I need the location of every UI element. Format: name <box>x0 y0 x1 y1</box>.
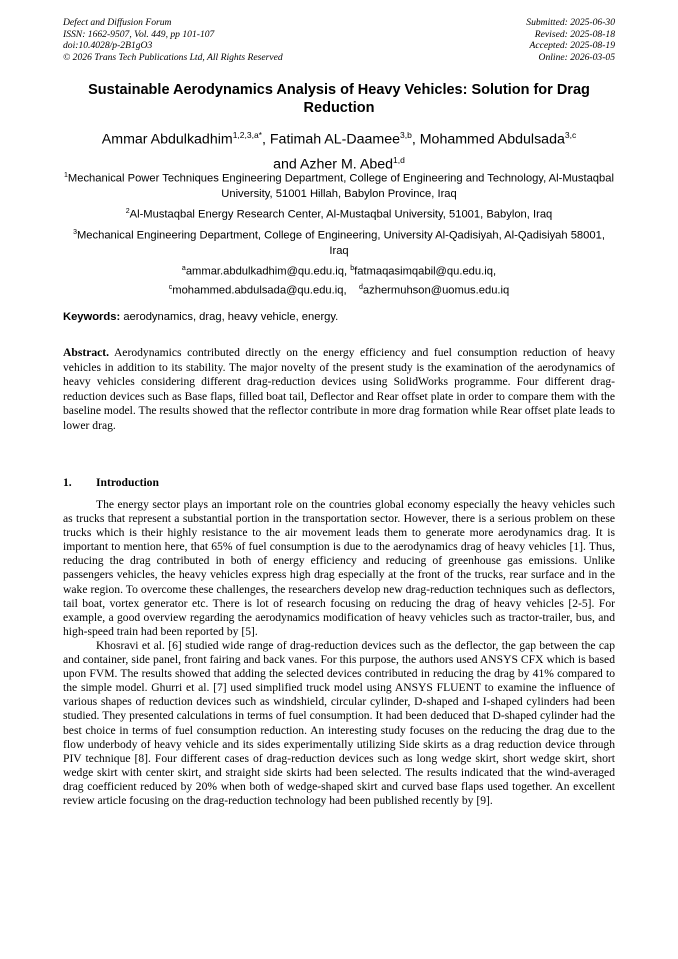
section-title: Introduction <box>96 476 159 489</box>
author-name: and Azher M. Abed <box>273 156 394 173</box>
affiliation-marker: 3 <box>73 229 77 236</box>
email-marker: d <box>359 284 363 292</box>
email-marker: b <box>350 265 355 272</box>
paragraph: Khosravi et al. [6] studied wide range of drag-reduction devices such as the deflector, the gap between the cap and container, side panel, front fairing and back vanes. For this purpose, the authors used ANSYS CFX which is based upon FVM. The results showed that adding the selected devices contributed in reducing the drag by 41% compared to the simple model. Ghurri et al. [7] used simplified truck model using ANSYS FLUENT to examine the influence of various shapes of reduction devices such as windshield, circular cylinder, D-shaped and I-shaped cylinders had been studied. They presented calculations in terms of fuel consumption. It had been deduced that D-shaped cylinder had the best choice in terms of fuel consumption reduction. An interesting study focuses on the reducing the drag due to the flow underbody of heavy vehicle and its sides experimentally utilizing Side skirts as a drag reduction device through PIV technique [8]. Four different cases of drag-reduction devices such as long wedge skirt, short wedge skirt, short wedge skirt with center skirt, and straight side skirts had been selected. The results indicated that the wind-averaged drag coefficient reduced by 20% when both of wedge-shaped skirt and curved base flaps used together. An excellent review article focusing on the drag-reduction technology had been published recently by [9]. <box>63 638 615 807</box>
email-address[interactable]: fatmaqasimqabil@qu.edu.iq, <box>354 265 497 278</box>
author-affiliation-marker: 1,2,3,a* <box>232 130 262 140</box>
dates-info <box>526 17 615 63</box>
affiliation-text: Mechanical Engineering Department, College of Engineering, University Al-Qadisiyah, Al-Qadisiyah 58001, Iraq <box>76 229 605 258</box>
affiliation-text: Mechanical Power Techniques Engineering Department, College of Engineering and Technology, Al-Mustaqbal University, 51001 Hillah, Babylon Province, Iraq <box>67 172 614 201</box>
abstract <box>63 346 615 434</box>
online-date: Online: 2026-03-05 <box>538 51 615 63</box>
abstract-label: Abstract. <box>63 346 110 359</box>
section-number: 1. <box>63 476 72 489</box>
affiliation-2 <box>63 204 615 223</box>
affiliation-marker: 2 <box>125 208 130 215</box>
copyright: © 2026 Trans Tech Publications Ltd, All Rights Reserved <box>63 51 283 63</box>
journal-info <box>63 17 283 63</box>
keywords-text: aerodynamics, drag, heavy vehicle, energy. <box>123 311 339 323</box>
section-heading <box>63 476 159 490</box>
issn: ISSN: 1662-9507, Vol. 449, pp 101-107 <box>63 28 215 40</box>
author-affiliation-marker: 3,b <box>400 130 412 140</box>
accepted-date: Accepted: 2025-08-19 <box>529 40 615 52</box>
author-affiliation-marker: 1,d <box>393 154 405 165</box>
affiliation-text: Al-Mustaqbal Energy Research Center, Al-Mustaqbal University, 51001, Babylon, Iraq <box>129 208 553 221</box>
paper-title: Sustainable Aerodynamics Analysis of Heavy Vehicles: Solution for Drag Reduction <box>88 82 590 116</box>
email-marker: a <box>181 265 186 272</box>
paragraph: The energy sector plays an important role on the countries global economy especially the heavy vehicles such as trucks that represent a substantial portion in the transportation sector. However, there is a serious problem on these trucks which is their highly resistance to the air movement leads them to generate more aerodynamics drag. It is important to mention here, that 65% of fuel consumption is due to the aerodynamics drag of heavy vehicles [1]. Thus, reducing the drag contributed in both of energy efficiency and reducing of greenhouse gas emissions. Unlike passengers vehicles, the heavy vehicles express high drag especially at the front of the trucks, rear surface and in the wake region. To overcome these challenges, the researchers develop new drag-reduction techniques such as deflectors, tail boat, vortex generator etc. There is lot of research focusing on reducing the drag of heavy vehicles [2-5]. For example, a good overview regarding the aerodynamics modification of heavy vehicles such as tractor-trailer, bus, and high-speed train had been reported by [5]. <box>63 498 615 638</box>
email-address[interactable]: mohammed.abdulsada@qu.edu.iq, <box>172 284 347 297</box>
section-body <box>63 498 615 808</box>
email-marker: c <box>168 284 173 292</box>
author-name: Ammar Abdulkadhim <box>101 131 233 148</box>
author-affiliation-marker: 3,c <box>564 130 577 140</box>
author-name: Mohammed Abdulsada <box>419 131 565 148</box>
affiliation-marker: 1 <box>64 172 68 179</box>
email-address[interactable]: ammar.abdulkadhim@qu.edu.iq, <box>185 265 348 278</box>
affiliation-3 <box>63 225 615 260</box>
journal-name: Defect and Diffusion Forum <box>63 17 172 28</box>
keywords-label: Keywords: <box>63 311 121 323</box>
email-address[interactable]: azhermuhson@uomus.edu.iq <box>362 284 510 297</box>
submitted-date: Submitted: 2025-06-30 <box>526 17 615 28</box>
keywords <box>63 310 615 324</box>
author-list: Ammar Abdulkadhim$^{1,2,3,a*}$, Fatimah AL-Daamee$^{3,b}$, Mohammed Abdulsada$^{3,c}$ and Azher M. Abed$^{1,d}$ <box>101 130 577 173</box>
affiliation-1 <box>63 168 615 203</box>
email-list <box>63 261 615 299</box>
doi: doi:10.4028/p-2B1gO3 <box>63 40 153 52</box>
author-name: Fatimah AL-Daamee <box>269 131 401 148</box>
revised-date: Revised: 2025-08-18 <box>534 28 615 40</box>
abstract-text: Aerodynamics contributed directly on the energy efficiency and fuel consumption reduction of heavy vehicles in addition to its stability. The major novelty of the present study is the examination of the aerodynamics of heavy vehicles considering different drag-reduction devices using SolidWorks programme. Four different drag-reduction devices such as Base flaps, filled boat tail, Deflector and Rear offset plate in order to compare them with the baseline model. The results showed that the reflector contribute in more drag formation while Rear offset plate leads to lower drag. <box>63 346 616 432</box>
